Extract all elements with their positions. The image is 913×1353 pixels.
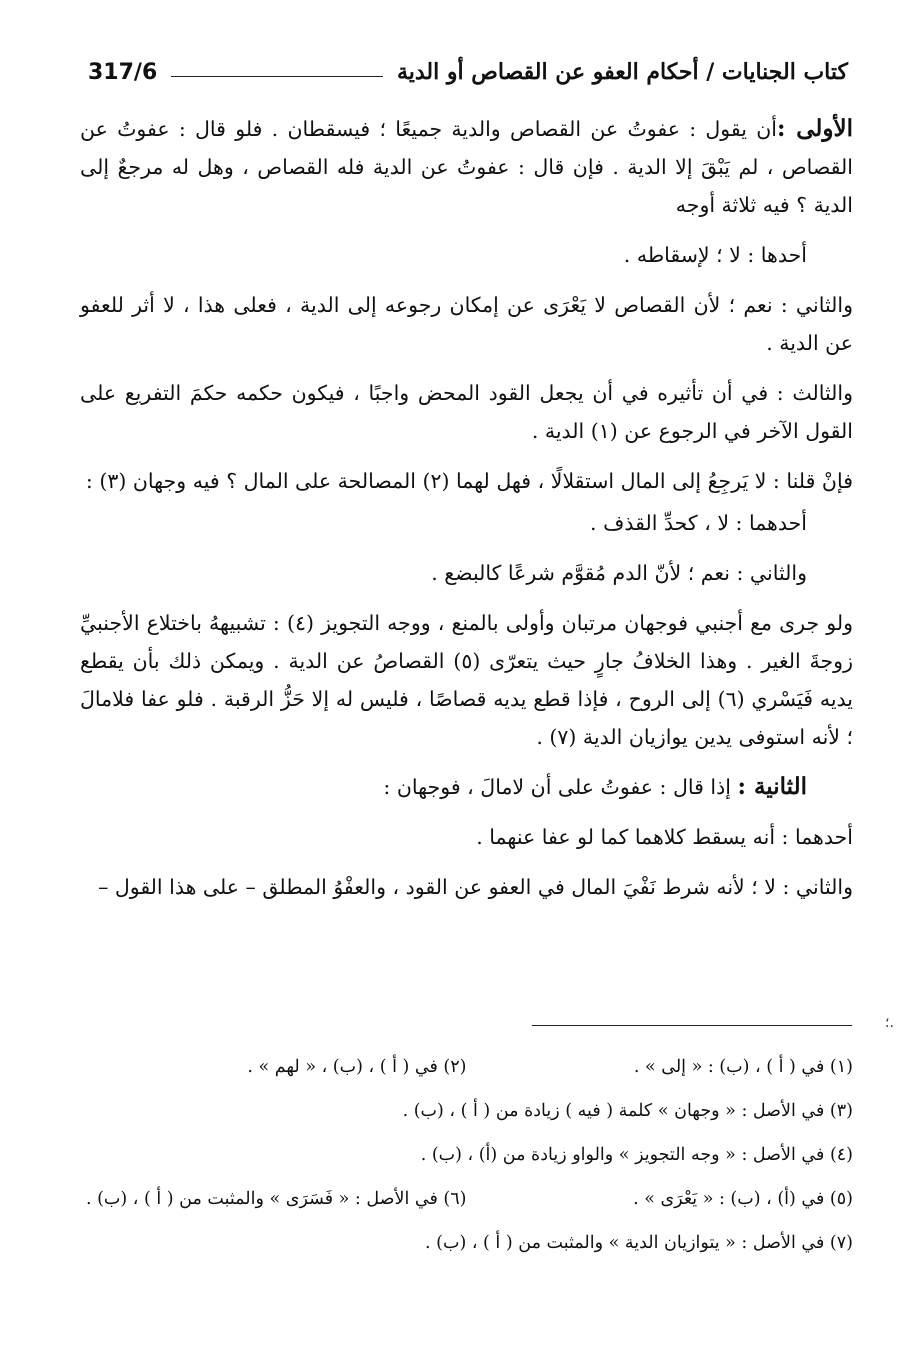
page-number: 317/6 [88, 59, 158, 85]
footnote-5: (٥) في (أ) ، (ب) : « يَعْرَى » . [633, 1189, 853, 1209]
paragraph-text: إذا قال : عفوتُ على أن لامالَ ، فوجهان : [383, 775, 731, 799]
footnote-7: (٧) في الأصل : « يتوازيان الدية » والمثبت من ( أ ) ، (ب) . [425, 1233, 853, 1253]
margin-mark: ؛. [885, 1015, 894, 1031]
paragraph: والثالث : في أن تأثيره في أن يجعل القود المحض واجبًا ، فيكون حكمه حكمَ التفريع على القول الآخر في الرجوع عن (١) الدية . [80, 381, 853, 443]
footnote-6: (٦) في الأصل : « فَسَرَى » والمثبت من ( أ ) ، (ب) . [85, 1189, 467, 1209]
footnote-2: (٢) في ( أ ) ، (ب) ، « لهم » . [247, 1057, 467, 1077]
footnote-row [80, 1096, 853, 1126]
case-heading-first: الأولى : [776, 115, 853, 142]
paragraph-second-case [80, 768, 853, 806]
paragraph: أحدها : لا ؛ لإسقاطه . [623, 243, 807, 267]
paragraph: أحدهما : أنه يسقط كلاهما كما لو عفا عنهما . [476, 825, 853, 849]
footnote-row [80, 1184, 853, 1214]
paragraph: ولو جرى مع أجنبي فوجهان مرتبان وأولى بالمنع ، ووجه التجويز (٤) : تشبيههُ باختلاع الأجنبيِّ زوجةَ الغير . وهذا الخلافُ جارٍ حيث يتعرّى (٥) القصاصُ عن الدية . ويمكن ذلك بأن يقطع يديه فَيَسْري (٦) إلى الروح ، فإذا قطع يديه قصاصًا ، فليس له إلا حَزُّ الرقبة . فلو عفا فلامالَ ؛ لأنه استوفى يدين يوازيان الدية (٧) . [80, 611, 853, 749]
footnotes [80, 1052, 853, 1272]
paragraph-first-case [80, 110, 853, 224]
footnote-row [80, 1140, 853, 1170]
paragraph: أحدهما : لا ، كحدِّ القذف . [590, 511, 807, 535]
main-text [80, 110, 853, 918]
footnote-row [80, 1228, 853, 1258]
running-header [88, 52, 848, 92]
paragraph: فإنْ قلنا : لا يَرجِعُ إلى المال استقلالًا ، فهل لهما (٢) المصالحة على المال ؟ فيه وجهان (٣) : [85, 469, 853, 493]
case-heading-second: الثانية : [737, 773, 807, 800]
footnote-4: (٤) في الأصل : « وجه التجويز » والواو زيادة من (أ) ، (ب) . [420, 1145, 853, 1165]
footnote-row [80, 1052, 853, 1082]
paragraph: والثاني : لا ؛ لأنه شرط نَفْيَ المال في العفو عن القود ، والعفْوُ المطلق – على هذا القول – [98, 875, 853, 899]
paragraph: والثاني : نعم ؛ لأن القصاص لا يَعْرَى عن إمكان رجوعه إلى الدية ، فعلى هذا ، لا أثر للعفو عن الدية . [80, 293, 853, 355]
footnote-separator [532, 1025, 852, 1026]
header-title: كتاب الجنايات / أحكام العفو عن القصاص أو الدية [396, 59, 848, 85]
paragraph-text: أن يقول : عفوتُ عن القصاص والدية جميعًا ؛ فيسقطان . فلو قال : عفوتُ عن القصاص ، لم يَبْقَ إلا الدية . فإن قال : عفوتُ عن الدية فله القصاص ، وهل له مرجعٌ إلى الدية ؟ فيه ثلاثة أوجه [80, 117, 853, 217]
footnote-1: (١) في ( أ ) ، (ب) : « إلى » . [633, 1057, 853, 1077]
paragraph: والثاني : نعم ؛ لأنّ الدم مُقوَّم شرعًا كالبضع . [431, 561, 807, 585]
footnote-3: (٣) في الأصل : « وجهان » كلمة ( فيه ) زيادة من ( أ ) ، (ب) . [402, 1101, 853, 1121]
header-rule [171, 76, 383, 77]
